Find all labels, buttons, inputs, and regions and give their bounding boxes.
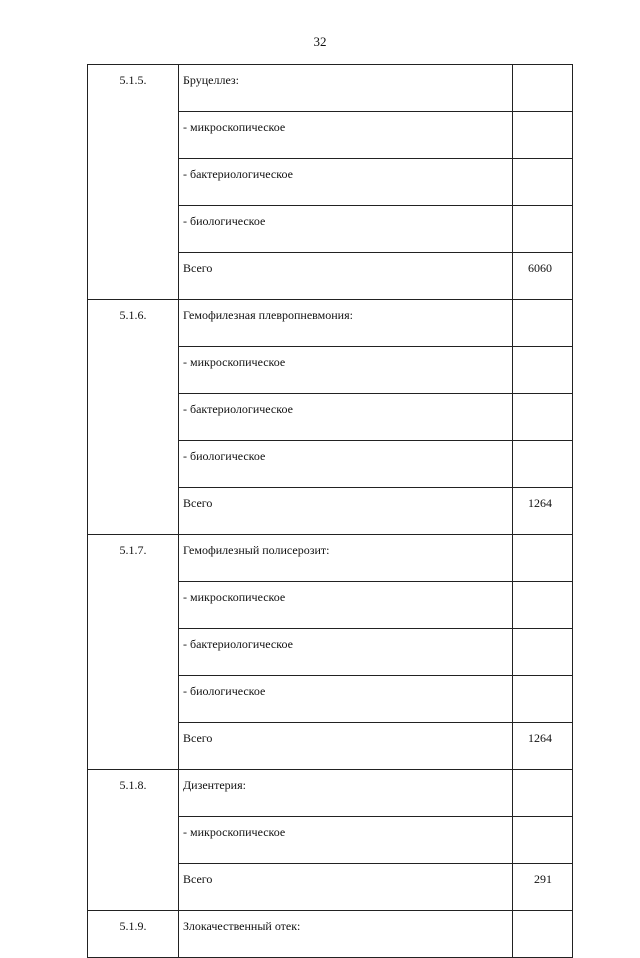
section-code: 5.1.8. (88, 770, 179, 911)
row-value (513, 394, 573, 441)
row-label: Гемофилезный полисерозит: (179, 535, 513, 582)
row-value (513, 65, 573, 112)
row-label: Дизентерия: (179, 770, 513, 817)
section-code: 5.1.9. (88, 911, 179, 958)
row-value: 6060 (513, 253, 573, 300)
row-label: - бактериологическое (179, 394, 513, 441)
row-label: Злокачественный отек: (179, 911, 513, 958)
row-label: - биологическое (179, 206, 513, 253)
row-value (513, 441, 573, 488)
row-label: - микроскопическое (179, 817, 513, 864)
row-label: Всего (179, 253, 513, 300)
row-value (513, 300, 573, 347)
row-value: 291 (513, 864, 573, 911)
row-value (513, 770, 573, 817)
row-value (513, 582, 573, 629)
row-value (513, 206, 573, 253)
row-value (513, 535, 573, 582)
table-row (88, 300, 573, 347)
row-value (513, 676, 573, 723)
page-number: 32 (313, 34, 327, 49)
section-code: 5.1.5. (88, 65, 179, 300)
row-value (513, 159, 573, 206)
table-row (88, 911, 573, 958)
row-value: 1264 (513, 488, 573, 535)
section-code: 5.1.6. (88, 300, 179, 535)
row-label: - микроскопическое (179, 347, 513, 394)
row-value (513, 629, 573, 676)
row-value: 1264 (513, 723, 573, 770)
row-value (513, 347, 573, 394)
row-label: Всего (179, 864, 513, 911)
row-label: - бактериологическое (179, 629, 513, 676)
row-label: - микроскопическое (179, 582, 513, 629)
row-label: Всего (179, 723, 513, 770)
row-label: Всего (179, 488, 513, 535)
row-label: Бруцеллез: (179, 65, 513, 112)
row-value (513, 112, 573, 159)
row-label: - микроскопическое (179, 112, 513, 159)
row-label: - биологическое (179, 676, 513, 723)
row-label: Гемофилезная плевропневмония: (179, 300, 513, 347)
row-label: - бактериологическое (179, 159, 513, 206)
row-value (513, 817, 573, 864)
row-label: - биологическое (179, 441, 513, 488)
services-table (87, 64, 573, 958)
table-row (88, 535, 573, 582)
table-row (88, 770, 573, 817)
section-code: 5.1.7. (88, 535, 179, 770)
row-value (513, 911, 573, 958)
table-row (88, 65, 573, 112)
